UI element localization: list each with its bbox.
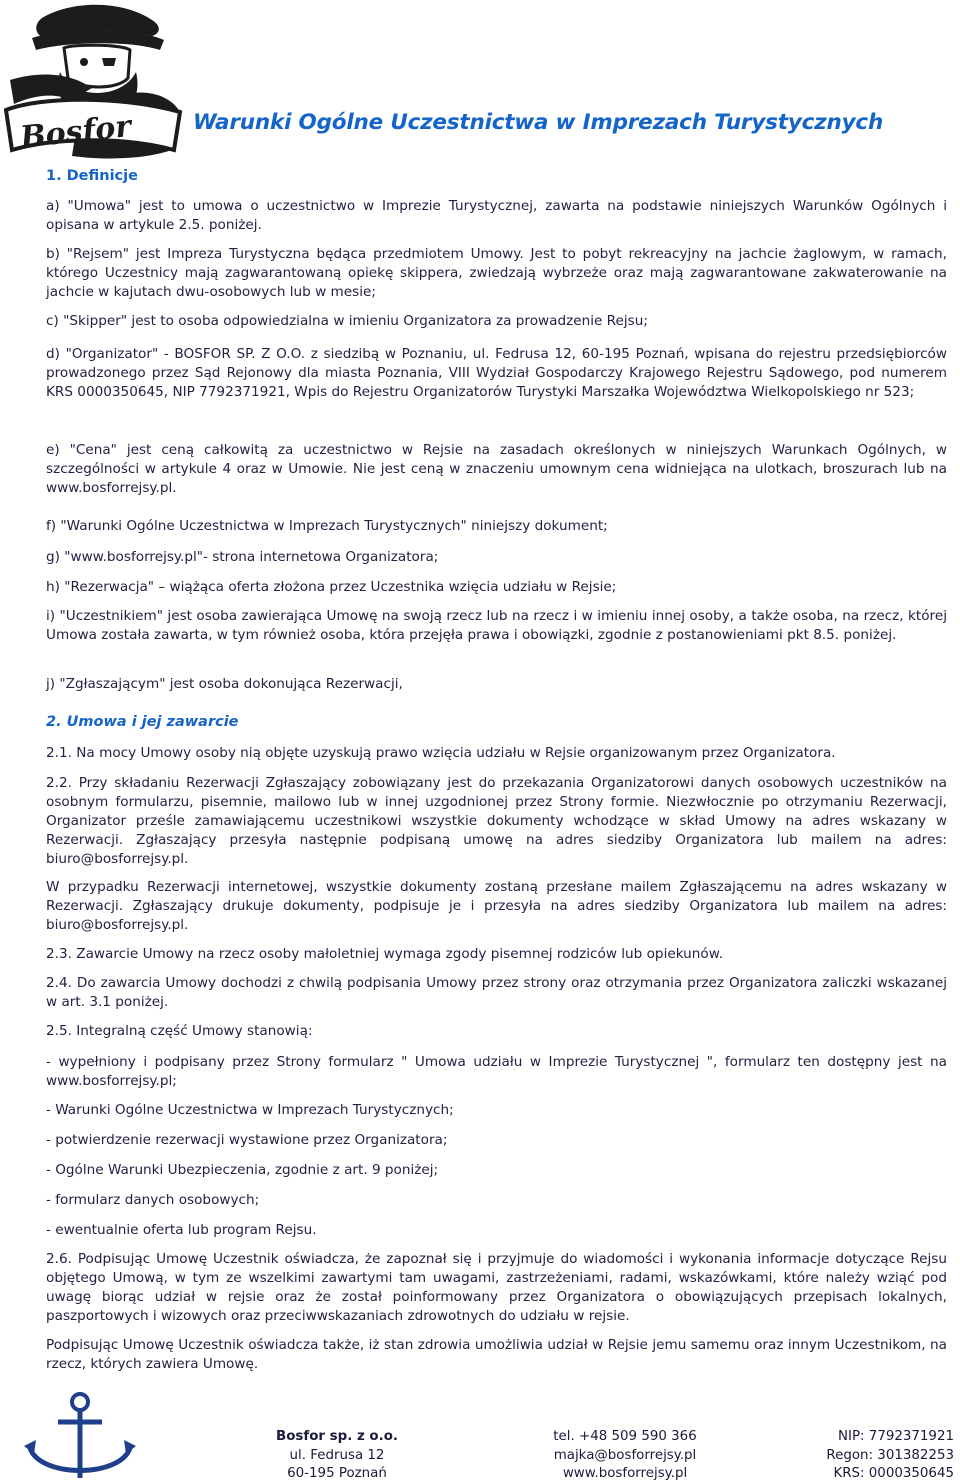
definition-e: e) "Cena" jest ceną całkowitą za uczestnictwo w Rejsie na zasadach określonych w niniejszych Warunkach Ogólnych, w szczególności w artykule 4 oraz w Umowie. Nie jest ceną w znaczeniu umownym cena widniejąca na ulotkach, broszurach lub na www.bosforrejsy.pl. <box>46 442 947 497</box>
section-heading-definitions: 1. Definicje <box>46 168 138 184</box>
clause-2-3: 2.3. Zawarcie Umowy na rzecz osoby małoletniej wymaga zgody pisemnej rodziców lub opiekunów. <box>46 946 723 962</box>
section-heading-agreement: 2. Umowa i jej zawarcie <box>46 714 239 730</box>
footer-street: ul. Fedrusa 12 <box>289 1447 385 1463</box>
clause-2-6: 2.6. Podpisując Umowę Uczestnik oświadcza, że zapoznał się i przyjmuje do wiadomości i wykonania informacje dotyczące Rejsu objętego Umową, w tym ze wszelkimi zawartymi tam uwagami, zastrzeżeniami, radami, wskazówkami, które należy wziąć pod uwagę biorąc udział w rejsie oraz że został poinformowany przez Organizatora o obowiązujących przepisach lokalnych, paszportowych i wizowych oraz przeciwwskazaniach zdrowotnych do udziału w rejsie. <box>46 1251 947 1325</box>
footer-regon: Regon: 301382253 <box>826 1447 954 1463</box>
footer-nip: NIP: 7792371921 <box>837 1429 954 1444</box>
definition-a: a) "Umowa" jest to umowa o uczestnictwo w Imprezie Turystycznej, zawarta na podstawie niniejszych Warunków Ogólnych i opisana w artykule 2.5. poniżej. <box>46 198 947 234</box>
footer-company <box>252 1428 422 1484</box>
footer-contact <box>530 1428 720 1484</box>
clause-2-1: 2.1. Na mocy Umowy osoby nią objęte uzyskują prawo wzięcia udziału w Rejsie organizowanym przez Organizatora. <box>46 745 836 761</box>
logo-text: Bosfor <box>18 109 133 156</box>
definition-h: h) "Rezerwacja" – wiążąca oferta złożona przez Uczestnika wzięcia udziału w Rejsie; <box>46 579 617 595</box>
footer-krs: KRS: 0000350645 <box>833 1466 954 1482</box>
footer-city: 60-195 Poznań <box>287 1466 387 1482</box>
definition-b: b) "Rejsem" jest Impreza Turystyczna będąca przedmiotem Umowy. Jest to pobyt rekreacyjny na jachcie żaglowym, w ramach, którego Uczestnicy mają zagwarantowaną opiekę skippera, zwiedzają wybrzeże oraz mają zagwarantowane zakwaterowanie na jachcie w kajutach dwu-osobowych lub w mesie; <box>46 246 947 301</box>
clause-2-2: 2.2. Przy składaniu Rezerwacji Zgłaszający zobowiązany jest do przekazania Organizatorowi danych osobowych uczestników na osobnym formularzu, pisemnie, mailowo lub w innej uzgodnionej przez Strony formie. Niezwłocznie po otrzymaniu Rezerwacji, Organizator prześle zamawiającemu uczestnikowi wszystkie dokumenty wchodzące w skład Umowy na adres wskazany w Rezerwacji. Zgłaszający przesyła następnie podpisaną umowę na adres siedziby Organizatora lub mailem na adres: biuro@bosforrejsy.pl. <box>46 775 947 868</box>
page-footer <box>0 1428 960 1484</box>
footer-company-name: Bosfor sp. z o.o. <box>276 1429 398 1444</box>
clause-2-5-item-insurance: - Ogólne Warunki Ubezpieczenia, zgodnie z art. 9 poniżej; <box>46 1162 439 1178</box>
clause-2-2-online: W przypadku Rezerwacji internetowej, wszystkie dokumenty zostaną przesłane mailem Zgłaszającemu na adres wskazany w Rezerwacji. Zgłaszający drukuje dokumenty, podpisuje je i przesyła na adres siedziby Organizatora lub mailem na adres: biuro@bosforrejsy.pl. <box>46 879 947 934</box>
definition-f: f) "Warunki Ogólne Uczestnictwa w Imprezach Turystycznych" niniejszy dokument; <box>46 518 608 534</box>
definition-g: g) "www.bosforrejsy.pl"- strona internetowa Organizatora; <box>46 549 439 565</box>
definition-c: c) "Skipper" jest to osoba odpowiedzialna w imieniu Organizatora za prowadzenie Rejsu; <box>46 313 648 329</box>
clause-2-5: 2.5. Integralną część Umowy stanowią: <box>46 1023 313 1039</box>
clause-2-5-item-program: - ewentualnie oferta lub program Rejsu. <box>46 1222 317 1238</box>
footer-registry <box>820 1428 954 1484</box>
definition-j: j) "Zgłaszającym" jest osoba dokonująca Rezerwacji, <box>46 676 403 692</box>
document-title: Warunki Ogólne Uczestnictwa w Imprezach Turystycznych <box>193 110 884 135</box>
clause-2-5-item-personal-data: - formularz danych osobowych; <box>46 1192 260 1208</box>
footer-email: majka@bosforrejsy.pl <box>553 1447 697 1463</box>
definition-d: d) "Organizator" - BOSFOR SP. Z O.O. z siedzibą w Poznaniu, ul. Fedrusa 12, 60-195 Poznań, wpisana do rejestru przedsiębiorców prowadzonego przez Sąd Rejonowy dla miasta Poznania, VIII Wydział Gospodarczy Krajowego Rejestru Sądowego, pod numerem KRS 0000350645, NIP 7792371921, Wpis do Rejestru Organizatorów Turystyki Marszałka Województwa Wielkopolskiego nr 523; <box>46 346 947 401</box>
clause-2-5-item-terms: - Warunki Ogólne Uczestnictwa w Imprezach Turystycznych; <box>46 1102 454 1118</box>
definition-i: i) "Uczestnikiem" jest osoba zawierająca Umowę na swoją rzecz lub na rzecz i w imieniu innej osoby, a także osoba, na rzecz, której Umowa została zawarta, w tym również osoba, która przejęła prawa i obowiązki, zgodnie z postanowieniami pkt 8.5. poniżej. <box>46 608 947 644</box>
bosfor-logo <box>2 0 192 165</box>
clause-2-6-health: Podpisując Umowę Uczestnik oświadcza także, iż stan zdrowia umożliwia udział w Rejsie jemu samemu oraz innym Uczestnikom, na rzecz, których zawiera Umowę. <box>46 1337 947 1373</box>
clause-2-5-item-form: - wypełniony i podpisany przez Strony formularz " Umowa udziału w Imprezie Turystycznej ", formularz ten dostępny jest na www.bosforrejsy.pl; <box>46 1054 947 1090</box>
clause-2-4: 2.4. Do zawarcia Umowy dochodzi z chwilą podpisania Umowy przez strony oraz otrzymania przez Organizatora zaliczki wskazanej w art. 3.1 poniżej. <box>46 975 947 1011</box>
clause-2-5-item-confirmation: - potwierdzenie rezerwacji wystawione przez Organizatora; <box>46 1132 448 1148</box>
footer-website: www.bosforrejsy.pl <box>562 1466 688 1482</box>
footer-phone: tel. +48 509 590 366 <box>553 1429 697 1444</box>
